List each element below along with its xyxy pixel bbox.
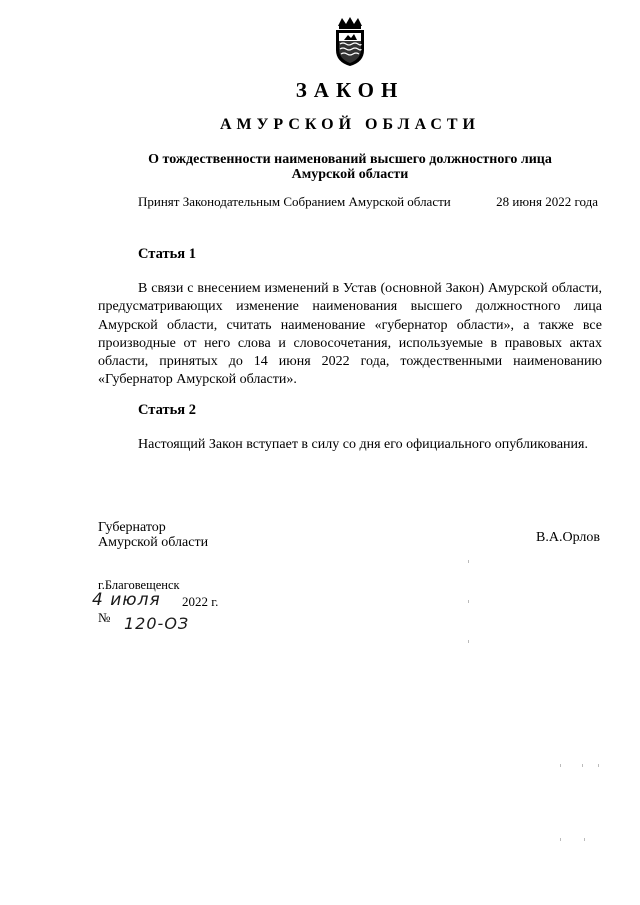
scan-speck [468,560,469,563]
adopted-date: 28 июня 2022 года [496,194,598,209]
scan-speck [582,764,583,767]
signatory-position-line-2: Амурской области [98,535,209,550]
year-suffix: 2022 г. [182,594,219,609]
article-1-title: Статья 1 [138,246,196,262]
article-2-text: Настоящий Закон вступает в силу со дня его официального опубликования. [138,437,588,452]
handwritten-date: 4 июля [92,590,161,610]
scan-speck [598,764,599,767]
scan-speck [468,600,469,603]
number-label: № [98,610,111,625]
document-subtitle: АМУРСКОЙ ОБЛАСТИ [220,116,480,133]
coat-of-arms-icon [330,16,370,68]
law-heading [0,152,640,182]
scan-speck [468,640,469,643]
city: г.Благовещенск [98,578,180,592]
signatory-position-line-1: Губернатор [98,520,166,535]
scan-speck [560,764,561,767]
signatory-name: В.А.Орлов [536,530,600,545]
adopted-by: Принят Законодательным Собранием Амурской области [138,194,451,209]
scan-speck [560,838,561,841]
law-heading-line-1: О тождественности наименований высшего должностного лица [148,152,552,167]
handwritten-number: 120-ОЗ [124,614,190,633]
document-title: ЗАКОН [295,78,405,102]
scan-speck [584,838,585,841]
article-2-title: Статья 2 [138,402,196,418]
law-heading-line-2: Амурской области [291,167,409,182]
article-1-text: В связи с внесением изменений в Устав (основной Закон) Амурской области, предусматривающих изменение наименования высшего должностного лица Амурской области, считать наименование «губернатор области», а также все производные от него слова и словосочетания, используемые в правовых актах области, принятых до 14 июня 2022 года, тождественными наименованию «Губернатор Амурской области». [98,281,602,388]
